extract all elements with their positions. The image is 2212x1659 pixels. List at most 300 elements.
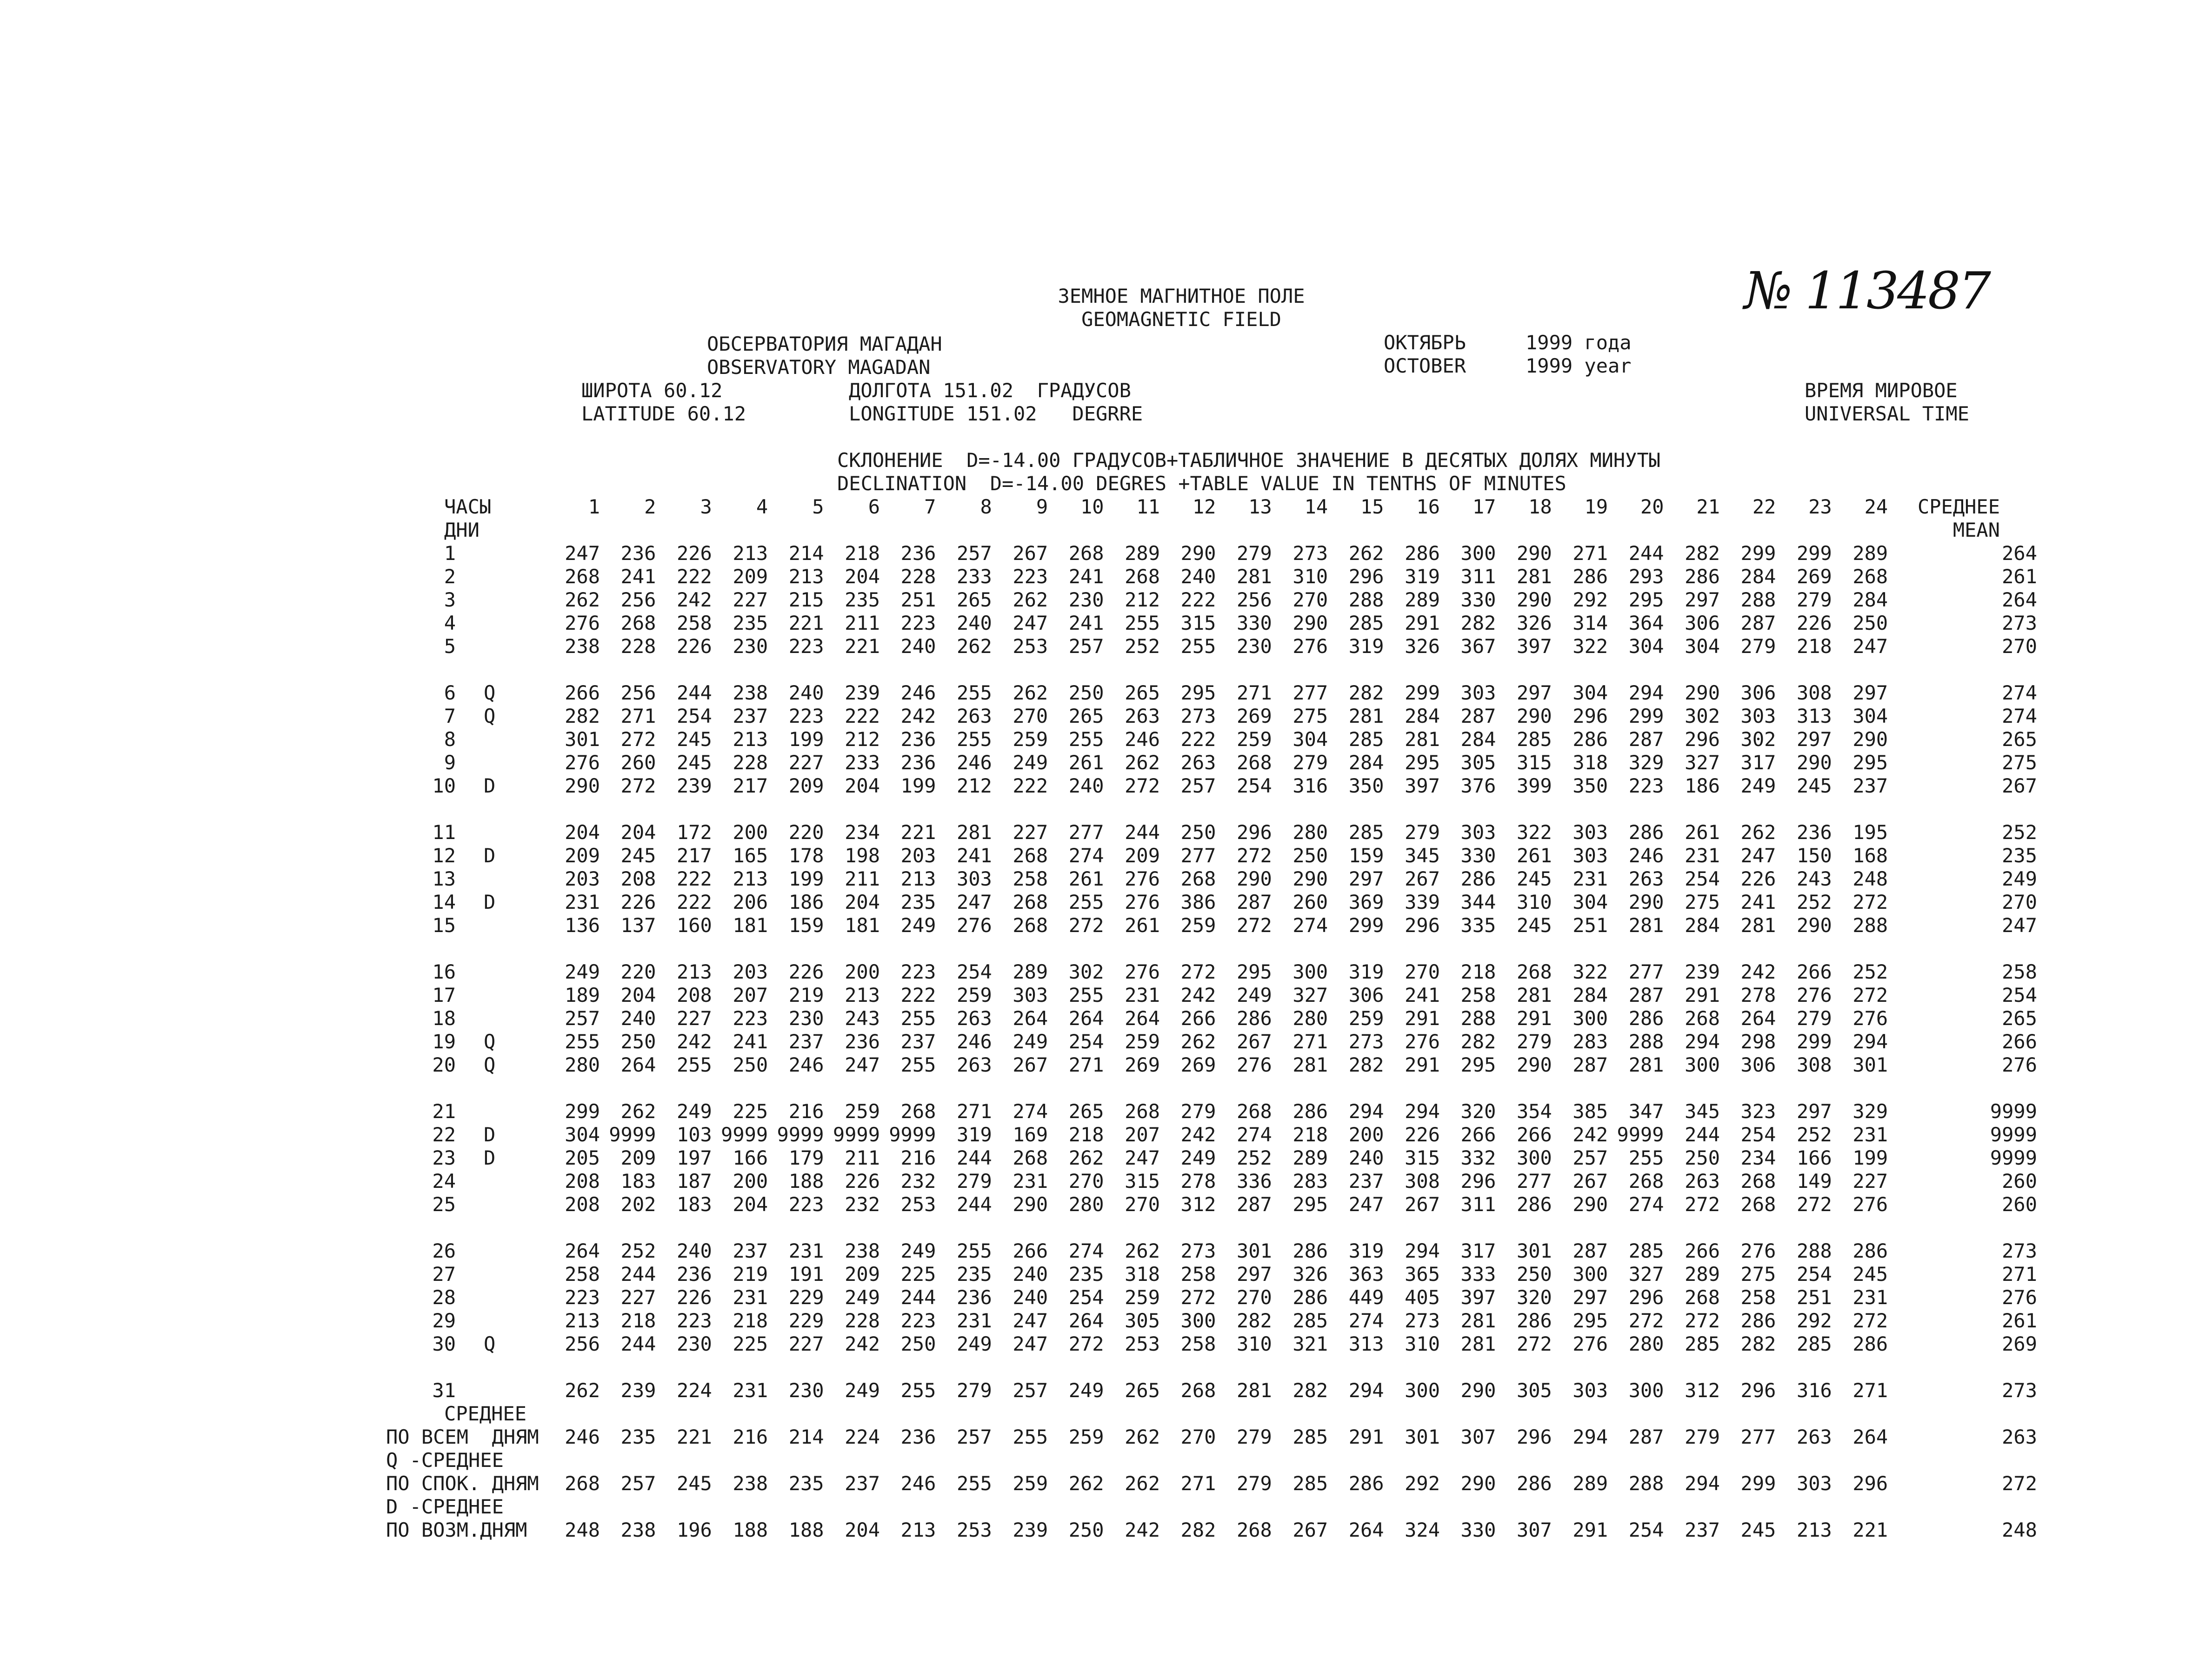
table-cell: 275 xyxy=(1740,1263,1776,1286)
table-cell: 223 xyxy=(788,635,824,658)
table-cell: 290 xyxy=(1180,542,1216,565)
table-cell: 286 xyxy=(1628,821,1664,844)
summary-cell: 262 xyxy=(1125,1426,1160,1448)
table-cell: 244 xyxy=(1685,1123,1720,1146)
table-cell: 251 xyxy=(1572,914,1608,937)
table-cell: 315 xyxy=(1516,751,1552,774)
table-cell: 238 xyxy=(565,635,600,658)
table-cell: 9999 xyxy=(777,1123,824,1146)
table-cell: 218 xyxy=(620,1309,656,1332)
table-cell: 299 xyxy=(1796,542,1832,565)
table-cell: 321 xyxy=(1293,1333,1328,1355)
table-cell: 200 xyxy=(733,821,768,844)
table-cell: 304 xyxy=(1628,635,1664,658)
table-cell: 288 xyxy=(1628,1030,1664,1053)
summary-cell: 301 xyxy=(1405,1426,1440,1448)
summary-cell: 213 xyxy=(1796,1519,1832,1541)
table-cell: 247 xyxy=(1013,1333,1048,1355)
table-cell: 365 xyxy=(1405,1263,1440,1286)
table-cell: 197 xyxy=(676,1146,712,1169)
table-cell: 213 xyxy=(733,728,768,751)
table-cell: 272 xyxy=(1852,1309,1888,1332)
table-cell: 166 xyxy=(1796,1146,1832,1169)
table-cell: 236 xyxy=(900,728,936,751)
table-cell: 284 xyxy=(1460,728,1496,751)
table-cell: 266 xyxy=(1460,1123,1496,1146)
summary-mean: 263 xyxy=(2002,1426,2037,1448)
table-cell: 200 xyxy=(1348,1123,1384,1146)
table-cell: 235 xyxy=(1068,1263,1104,1286)
table-cell: 261 xyxy=(1068,751,1104,774)
table-cell: 296 xyxy=(1348,565,1384,588)
table-cell: 208 xyxy=(565,1193,600,1216)
month-ru: ОКТЯБРЬ xyxy=(1384,331,1466,354)
table-cell: 247 xyxy=(956,891,992,913)
table-cell: 276 xyxy=(1796,984,1832,1006)
hour-header: 13 xyxy=(1248,495,1272,518)
table-cell: 251 xyxy=(900,588,936,611)
table-cell: 287 xyxy=(1740,612,1776,634)
table-cell: 209 xyxy=(733,565,768,588)
table-cell: 274 xyxy=(1068,1239,1104,1262)
table-cell: 191 xyxy=(788,1263,824,1286)
table-cell: 266 xyxy=(1685,1239,1720,1262)
table-cell: 268 xyxy=(1236,751,1272,774)
table-cell: 289 xyxy=(1013,960,1048,983)
day-number: 6 xyxy=(444,681,456,704)
table-cell: 399 xyxy=(1516,774,1552,797)
table-cell: 255 xyxy=(956,1239,992,1262)
table-cell: 272 xyxy=(1236,914,1272,937)
table-cell: 308 xyxy=(1796,1053,1832,1076)
table-cell: 282 xyxy=(1460,612,1496,634)
table-cell: 263 xyxy=(1180,751,1216,774)
table-cell: 290 xyxy=(1685,681,1720,704)
table-cell: 212 xyxy=(956,774,992,797)
table-cell: 272 xyxy=(620,728,656,751)
table-cell: 310 xyxy=(1405,1333,1440,1355)
table-cell: 263 xyxy=(1628,867,1664,890)
row-mean: 9999 xyxy=(1990,1146,2037,1169)
table-cell: 205 xyxy=(565,1146,600,1169)
hour-header: 10 xyxy=(1080,495,1104,518)
table-cell: 267 xyxy=(1013,1053,1048,1076)
table-cell: 181 xyxy=(845,914,880,937)
table-cell: 299 xyxy=(565,1100,600,1123)
table-cell: 259 xyxy=(845,1100,880,1123)
table-cell: 272 xyxy=(1852,891,1888,913)
summary-label: ПО СПОК. ДНЯМ xyxy=(386,1472,539,1495)
table-cell: 249 xyxy=(900,914,936,937)
table-cell: 290 xyxy=(1516,705,1552,727)
table-cell: 299 xyxy=(1628,705,1664,727)
table-cell: 279 xyxy=(1293,751,1328,774)
table-cell: 319 xyxy=(1348,635,1384,658)
day-number: 20 xyxy=(432,1053,456,1076)
table-cell: 281 xyxy=(1236,565,1272,588)
table-cell: 232 xyxy=(845,1193,880,1216)
table-cell: 289 xyxy=(1685,1263,1720,1286)
table-cell: 233 xyxy=(845,751,880,774)
table-cell: 236 xyxy=(676,1263,712,1286)
table-cell: 300 xyxy=(1685,1053,1720,1076)
table-cell: 272 xyxy=(1180,960,1216,983)
table-cell: 317 xyxy=(1740,751,1776,774)
summary-cell: 259 xyxy=(1013,1472,1048,1495)
table-cell: 252 xyxy=(1796,891,1832,913)
table-cell: 195 xyxy=(1852,821,1888,844)
table-cell: 244 xyxy=(956,1193,992,1216)
summary-label: Q -СРЕДНЕЕ xyxy=(386,1449,504,1472)
table-cell: 261 xyxy=(1125,914,1160,937)
table-cell: 290 xyxy=(1293,612,1328,634)
day-number: 26 xyxy=(432,1239,456,1262)
row-mean: 274 xyxy=(2002,705,2037,727)
table-cell: 279 xyxy=(956,1170,992,1193)
table-cell: 263 xyxy=(956,705,992,727)
table-cell: 204 xyxy=(845,774,880,797)
table-cell: 290 xyxy=(1293,867,1328,890)
table-cell: 255 xyxy=(1125,612,1160,634)
table-cell: 183 xyxy=(676,1193,712,1216)
table-cell: 304 xyxy=(565,1123,600,1146)
table-cell: 252 xyxy=(1125,635,1160,658)
summary-cell: 264 xyxy=(1852,1426,1888,1448)
day-quality-mark: Q xyxy=(484,1030,496,1053)
table-cell: 221 xyxy=(900,821,936,844)
table-cell: 183 xyxy=(620,1170,656,1193)
row-mean: 9999 xyxy=(1990,1100,2037,1123)
table-cell: 259 xyxy=(1125,1030,1160,1053)
table-cell: 291 xyxy=(1685,984,1720,1006)
table-cell: 303 xyxy=(1572,821,1608,844)
table-cell: 225 xyxy=(900,1263,936,1286)
table-cell: 254 xyxy=(676,705,712,727)
table-cell: 268 xyxy=(1852,565,1888,588)
table-cell: 285 xyxy=(1348,821,1384,844)
table-cell: 212 xyxy=(1125,588,1160,611)
table-cell: 276 xyxy=(1852,1007,1888,1030)
table-cell: 199 xyxy=(788,728,824,751)
table-cell: 242 xyxy=(676,1030,712,1053)
table-cell: 244 xyxy=(900,1286,936,1309)
table-cell: 276 xyxy=(1572,1333,1608,1355)
day-number: 31 xyxy=(432,1379,456,1402)
summary-cell: 262 xyxy=(1068,1472,1104,1495)
table-cell: 290 xyxy=(1013,1193,1048,1216)
table-cell: 250 xyxy=(1685,1146,1720,1169)
table-cell: 286 xyxy=(1236,1007,1272,1030)
table-cell: 245 xyxy=(676,728,712,751)
hour-header: 22 xyxy=(1752,495,1776,518)
summary-cell: 255 xyxy=(956,1472,992,1495)
table-cell: 236 xyxy=(620,542,656,565)
day-number: 21 xyxy=(432,1100,456,1123)
table-cell: 270 xyxy=(1236,1286,1272,1309)
table-cell: 268 xyxy=(1180,867,1216,890)
table-cell: 295 xyxy=(1236,960,1272,983)
row-mean: 273 xyxy=(2002,1239,2037,1262)
table-cell: 262 xyxy=(1180,1030,1216,1053)
table-cell: 272 xyxy=(620,774,656,797)
table-cell: 277 xyxy=(1293,681,1328,704)
table-cell: 226 xyxy=(676,1286,712,1309)
table-cell: 266 xyxy=(1013,1239,1048,1262)
table-cell: 230 xyxy=(788,1007,824,1030)
table-cell: 297 xyxy=(1685,588,1720,611)
table-cell: 243 xyxy=(1796,867,1832,890)
table-cell: 332 xyxy=(1460,1146,1496,1169)
summary-cell: 303 xyxy=(1796,1472,1832,1495)
table-cell: 247 xyxy=(1740,844,1776,867)
table-cell: 253 xyxy=(1125,1333,1160,1355)
table-cell: 240 xyxy=(1180,565,1216,588)
table-cell: 218 xyxy=(1293,1123,1328,1146)
table-cell: 226 xyxy=(845,1170,880,1193)
hour-header: 12 xyxy=(1192,495,1216,518)
table-cell: 263 xyxy=(956,1007,992,1030)
table-cell: 271 xyxy=(1852,1379,1888,1402)
table-cell: 209 xyxy=(1125,844,1160,867)
table-cell: 243 xyxy=(845,1007,880,1030)
table-cell: 282 xyxy=(1236,1309,1272,1332)
table-cell: 279 xyxy=(1180,1100,1216,1123)
table-cell: 236 xyxy=(900,751,936,774)
table-cell: 287 xyxy=(1572,1053,1608,1076)
table-cell: 236 xyxy=(1796,821,1832,844)
table-cell: 225 xyxy=(733,1333,768,1355)
mean-label-ru: СРЕДНЕЕ xyxy=(1917,495,2000,518)
table-cell: 281 xyxy=(1628,914,1664,937)
day-number: 24 xyxy=(432,1170,456,1193)
table-cell: 294 xyxy=(1405,1100,1440,1123)
day-number: 14 xyxy=(432,891,456,913)
summary-cell: 246 xyxy=(900,1472,936,1495)
table-cell: 200 xyxy=(845,960,880,983)
table-cell: 327 xyxy=(1628,1263,1664,1286)
table-cell: 231 xyxy=(733,1379,768,1402)
table-cell: 266 xyxy=(1180,1007,1216,1030)
table-cell: 289 xyxy=(1125,542,1160,565)
summary-cell: 216 xyxy=(733,1426,768,1448)
table-cell: 286 xyxy=(1293,1286,1328,1309)
table-cell: 244 xyxy=(1628,542,1664,565)
hour-header: 4 xyxy=(756,495,768,518)
table-cell: 286 xyxy=(1685,565,1720,588)
table-cell: 272 xyxy=(1796,1193,1832,1216)
table-cell: 236 xyxy=(900,542,936,565)
table-cell: 233 xyxy=(956,565,992,588)
table-cell: 272 xyxy=(1685,1193,1720,1216)
table-cell: 275 xyxy=(1293,705,1328,727)
table-cell: 213 xyxy=(845,984,880,1006)
table-cell: 265 xyxy=(1125,1379,1160,1402)
table-cell: 265 xyxy=(1068,705,1104,727)
table-cell: 296 xyxy=(1236,821,1272,844)
table-cell: 281 xyxy=(1740,914,1776,937)
table-cell: 280 xyxy=(1068,1193,1104,1216)
table-cell: 239 xyxy=(676,774,712,797)
table-cell: 299 xyxy=(1405,681,1440,704)
table-cell: 236 xyxy=(845,1030,880,1053)
table-cell: 282 xyxy=(1293,1379,1328,1402)
table-cell: 284 xyxy=(1740,565,1776,588)
table-cell: 259 xyxy=(1125,1286,1160,1309)
table-cell: 209 xyxy=(788,774,824,797)
table-cell: 289 xyxy=(1405,588,1440,611)
hours-label: ЧАСЫ xyxy=(444,495,492,518)
table-cell: 244 xyxy=(620,1263,656,1286)
table-cell: 326 xyxy=(1293,1263,1328,1286)
hour-header: 8 xyxy=(980,495,992,518)
summary-cell: 213 xyxy=(900,1519,936,1541)
table-cell: 316 xyxy=(1796,1379,1832,1402)
table-cell: 249 xyxy=(676,1100,712,1123)
table-cell: 272 xyxy=(1516,1333,1552,1355)
table-cell: 137 xyxy=(620,914,656,937)
table-cell: 240 xyxy=(1068,774,1104,797)
table-cell: 226 xyxy=(676,635,712,658)
table-cell: 268 xyxy=(1516,960,1552,983)
table-cell: 254 xyxy=(956,960,992,983)
table-cell: 9999 xyxy=(721,1123,768,1146)
table-cell: 284 xyxy=(1405,705,1440,727)
table-cell: 239 xyxy=(620,1379,656,1402)
table-cell: 297 xyxy=(1796,728,1832,751)
table-cell: 281 xyxy=(1405,728,1440,751)
table-cell: 286 xyxy=(1460,867,1496,890)
table-cell: 385 xyxy=(1572,1100,1608,1123)
table-cell: 282 xyxy=(1460,1030,1496,1053)
day-number: 25 xyxy=(432,1193,456,1216)
table-cell: 274 xyxy=(1348,1309,1384,1332)
table-cell: 296 xyxy=(1460,1170,1496,1193)
summary-cell: 324 xyxy=(1405,1519,1440,1541)
table-cell: 304 xyxy=(1572,891,1608,913)
table-cell: 213 xyxy=(733,867,768,890)
table-cell: 266 xyxy=(565,681,600,704)
table-cell: 247 xyxy=(1013,612,1048,634)
table-cell: 301 xyxy=(1852,1053,1888,1076)
table-cell: 221 xyxy=(788,612,824,634)
table-cell: 291 xyxy=(1516,1007,1552,1030)
table-cell: 204 xyxy=(845,891,880,913)
table-cell: 269 xyxy=(1236,705,1272,727)
table-cell: 264 xyxy=(1068,1309,1104,1332)
summary-cell: 287 xyxy=(1628,1426,1664,1448)
table-cell: 241 xyxy=(956,844,992,867)
table-cell: 274 xyxy=(1068,844,1104,867)
summary-cell: 237 xyxy=(845,1472,880,1495)
row-mean: 261 xyxy=(2002,1309,2037,1332)
table-cell: 308 xyxy=(1796,681,1832,704)
table-cell: 254 xyxy=(1068,1286,1104,1309)
table-cell: 303 xyxy=(1572,844,1608,867)
table-cell: 320 xyxy=(1460,1100,1496,1123)
table-cell: 268 xyxy=(1013,844,1048,867)
hour-header: 24 xyxy=(1864,495,1888,518)
table-cell: 272 xyxy=(1125,774,1160,797)
row-mean: 273 xyxy=(2002,1379,2037,1402)
table-cell: 284 xyxy=(1685,914,1720,937)
table-cell: 254 xyxy=(1796,1263,1832,1286)
table-cell: 277 xyxy=(1068,821,1104,844)
table-cell: 295 xyxy=(1293,1193,1328,1216)
table-cell: 262 xyxy=(1740,821,1776,844)
table-cell: 228 xyxy=(900,565,936,588)
table-cell: 247 xyxy=(1125,1146,1160,1169)
table-cell: 226 xyxy=(676,542,712,565)
table-cell: 278 xyxy=(1180,1170,1216,1193)
summary-cell: 224 xyxy=(845,1426,880,1448)
day-number: 13 xyxy=(432,867,456,890)
table-cell: 222 xyxy=(900,984,936,1006)
table-cell: 274 xyxy=(1628,1193,1664,1216)
table-cell: 274 xyxy=(1013,1100,1048,1123)
summary-cell: 268 xyxy=(1236,1519,1272,1541)
table-cell: 276 xyxy=(1740,1239,1776,1262)
table-cell: 247 xyxy=(1348,1193,1384,1216)
table-cell: 277 xyxy=(1516,1170,1552,1193)
table-cell: 262 xyxy=(1125,751,1160,774)
table-cell: 273 xyxy=(1348,1030,1384,1053)
table-cell: 277 xyxy=(1180,844,1216,867)
table-cell: 225 xyxy=(733,1100,768,1123)
table-cell: 286 xyxy=(1572,728,1608,751)
table-cell: 319 xyxy=(1348,960,1384,983)
table-cell: 281 xyxy=(956,821,992,844)
table-cell: 313 xyxy=(1796,705,1832,727)
table-cell: 278 xyxy=(1740,984,1776,1006)
table-cell: 350 xyxy=(1572,774,1608,797)
hour-header: 23 xyxy=(1808,495,1832,518)
row-mean: 249 xyxy=(2002,867,2037,890)
table-cell: 255 xyxy=(1628,1146,1664,1169)
day-number: 19 xyxy=(432,1030,456,1053)
table-cell: 280 xyxy=(1293,821,1328,844)
table-cell: 270 xyxy=(1293,588,1328,611)
summary-cell: 294 xyxy=(1685,1472,1720,1495)
table-cell: 286 xyxy=(1740,1309,1776,1332)
table-cell: 237 xyxy=(1852,774,1888,797)
table-cell: 258 xyxy=(676,612,712,634)
table-cell: 255 xyxy=(900,1007,936,1030)
table-cell: 9999 xyxy=(889,1123,936,1146)
table-cell: 244 xyxy=(676,681,712,704)
table-cell: 228 xyxy=(733,751,768,774)
table-cell: 249 xyxy=(1013,751,1048,774)
table-cell: 239 xyxy=(1685,960,1720,983)
table-cell: 240 xyxy=(676,1239,712,1262)
table-cell: 285 xyxy=(1516,728,1552,751)
table-cell: 286 xyxy=(1516,1193,1552,1216)
day-number: 9 xyxy=(444,751,456,774)
day-number: 3 xyxy=(444,588,456,611)
table-cell: 290 xyxy=(1796,914,1832,937)
table-cell: 276 xyxy=(1236,1053,1272,1076)
day-quality-mark: Q xyxy=(484,681,496,704)
table-cell: 281 xyxy=(1460,1333,1496,1355)
table-cell: 240 xyxy=(900,635,936,658)
table-cell: 252 xyxy=(1236,1146,1272,1169)
table-cell: 276 xyxy=(565,612,600,634)
summary-cell: 254 xyxy=(1628,1519,1664,1541)
table-cell: 223 xyxy=(565,1286,600,1309)
table-cell: 220 xyxy=(788,821,824,844)
table-cell: 240 xyxy=(1348,1146,1384,1169)
table-cell: 290 xyxy=(1236,867,1272,890)
table-cell: 241 xyxy=(1068,612,1104,634)
